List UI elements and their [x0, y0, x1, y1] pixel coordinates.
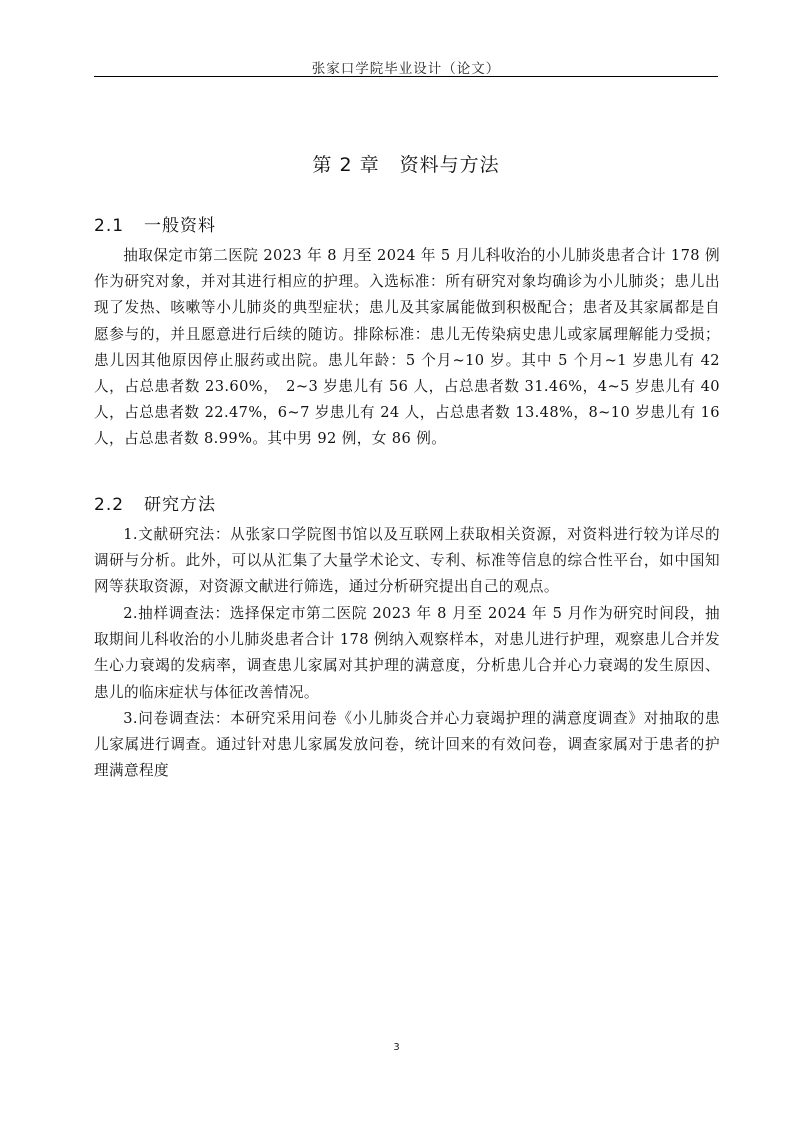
paragraph-sampling-method: 2.抽样调查法：选择保定市第二医院 2023 年 8 月至 2024 年 5 月作为研究时间段，抽取期间儿科收治的小儿肺炎患者合计 178 例纳入观察样本，对患儿进行护理，观察患儿合并发生心力衰竭的发病率，调查患儿家属对其护理的满意度，分析患儿合并心力衰竭的发生原因、患儿的临床症状与体征改善情况。 [94, 605, 720, 701]
chapter-title: 第 2 章 资料与方法 [312, 154, 500, 176]
section-number: 2.1 [94, 216, 125, 236]
page-number: 3 [393, 1042, 400, 1053]
section-number: 2.2 [94, 495, 125, 515]
section-title: 研究方法 [144, 495, 216, 515]
running-header: 张家口学院毕业设计（论文） [311, 61, 501, 77]
section-title: 一般资料 [144, 216, 216, 236]
section-heading-2-1 [94, 211, 216, 236]
paragraph-literature-method: 1.文献研究法：从张家口学院图书馆以及互联网上获取相关资源，对资料进行较为详尽的调研与分析。此外，可以从汇集了大量学术论文、专利、标准等信息的综合性平台，如中国知网等获取资源，对资源文献进行筛选，通过分析研究提出自己的观点。 [94, 526, 720, 596]
paragraph-questionnaire-method: 3.问卷调查法：本研究采用问卷《小儿肺炎合并心力衰竭护理的满意度调查》对抽取的患儿家属进行调查。通过针对患儿家属发放问卷，统计回来的有效问卷，调查家属对于患者的护理满意程度 [94, 710, 720, 780]
paragraph-general-data: 抽取保定市第二医院 2023 年 8 月至 2024 年 5 月儿科收治的小儿肺炎患者合计 178 例作为研究对象，并对其进行相应的护理。入选标准：所有研究对象均确诊为小儿肺炎；患儿出现了发热、咳嗽等小儿肺炎的典型症状；患儿及其家属能做到积极配合；患者及其家属都是自愿参与的，并且愿意进行后续的随访。排除标准：患儿无传染病史患儿或家属理解能力受损；患儿因其他原因停止服药或出院。患儿年龄：5 个月~10 岁。其中 5 个月~1 岁患儿有 42 人，占总患者数 23.60%， 2~3 岁患儿有 56 人，占总患者数 31.46%，4~5 岁患儿有 40 人，占总患者数 22.47%，6~7 岁患儿有 24 人，占总患者数 13.48%，8~10 岁患儿有 16 人，占总患者数 8.99%。其中男 92 例，女 86 例。 [94, 247, 720, 448]
section-heading-2-2 [94, 490, 216, 515]
header-divider [94, 76, 718, 77]
